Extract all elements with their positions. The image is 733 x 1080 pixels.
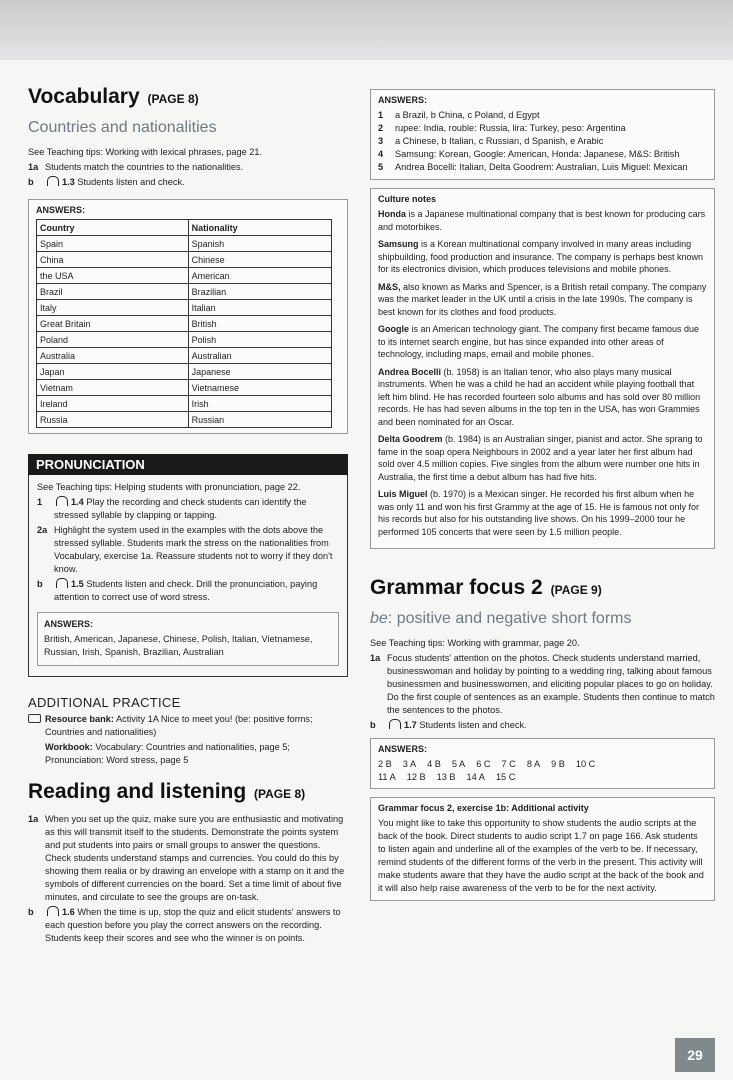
- table-row: [37, 364, 332, 380]
- table-row: [37, 236, 332, 252]
- table-row: [37, 268, 332, 284]
- grammar-answer: 13 B: [436, 771, 456, 782]
- additional-practice: ADDITIONAL PRACTICE Resource bank: Activity 1A Nice to meet you! (be: positive forms; Countries and nationalities) Workbook: Vocabulary: Countries and nationalities, page 5; Pronunciation: Word stress, page 5: [28, 695, 348, 767]
- grammar-item-1a: 1a Focus students' attention on the photos. Check students understand married, businesswoman and holiday by pointing to a wedding ring, talking about famous businessmen and businesswomen, and eliciting popular places to go on holiday. Do the first couple of sentences as an example. Students then continue to match the sentences to the photos.: [370, 653, 715, 715]
- nationality-cell: Spanish: [188, 236, 331, 252]
- page-number: 29: [675, 1038, 715, 1072]
- country-cell: Russia: [37, 412, 189, 428]
- reading-item-1b: b 1.6 When the time is up, stop the quiz and elicit students' answers to each question before you play the correct answers on the recording. Students keep their scores and see who the winner is on points.: [28, 907, 341, 943]
- answers-top-box: ANSWERS: 1 a Brazil, b China, c Poland, d Egypt 2 rupee: India, rouble: Russia, lira: Turkey, peso: Argentina 3 a Chinese, b Italian, c Russian, d Spanish, e Arabic 4 Samsung: Korean, Google: American, Honda: Japanese, M&S: British 5 Andrea Bocelli: Italian, Delta Goodrem: Australian, Luis Miguel: Mexican: [370, 89, 715, 180]
- nationality-cell: American: [188, 268, 331, 284]
- grammar-answer: 9 B: [551, 759, 565, 769]
- culture-notes-box: [370, 188, 715, 549]
- grammar-answer: 5 A: [451, 759, 466, 769]
- table-row: [37, 252, 332, 268]
- table-row: [37, 348, 332, 364]
- reading-item-1a: 1a When you set up the quiz, make sure you are enthusiastic and motivating as this will transmit itself to the students. Demonstrate the points system and put students into pairs or small groups to answer the questions. Check students understand stamps and currencies. You could do this by showing them realia or by drawing an envelope with a stamp on it and the symbols of different currencies on the board. Set a time limit of about five minutes, and circulate to see the groups are on-task.: [28, 814, 345, 902]
- additional-activity-title: Grammar focus 2, exercise 1b: Additional activity: [378, 803, 589, 813]
- vocab-see-tips: See Teaching tips: Working with lexical phrases, page 21.: [28, 147, 263, 157]
- country-cell: Vietnam: [37, 380, 189, 396]
- grammar-answers-row: [378, 771, 707, 784]
- table-header-country: Country: [37, 220, 189, 236]
- grammar-answer: 6 C: [476, 759, 491, 769]
- grammar-answer: 11 A: [378, 771, 396, 782]
- answer-line: 2 rupee: India, rouble: Russia, lira: Turkey, peso: Argentina: [378, 123, 626, 133]
- nationality-cell: Irish: [188, 396, 331, 412]
- additional-practice-title: ADDITIONAL PRACTICE: [28, 695, 181, 710]
- culture-note: Andrea Bocelli (b. 1958) is an Italian tenor, who also plays many musical instruments. When he was a child he had an accident while playing football that left him blind. He has recorded fourteen solo albums and has sold over 80 million records. He has had seven albums in the top ten in the USA, has won Grammies and been nominated for an Oscar.: [378, 366, 701, 427]
- additional-activity-text: You might like to take this opportunity to show students the audio scripts at the back of the book. Direct students to audio script 1.7 on page 166. Ask students to listen again and underline all of the examples of the verb to be. If necessary, remind students of the different forms of the verb in the present. This activity will make students aware that they have the audio script at the back of the book and it will also help raise awareness of the verb to be for the next activity.: [378, 818, 704, 893]
- culture-note: Delta Goodrem (b. 1984) is an Australian singer, pianist and actor. She sprang to fame in the soap opera Neighbours in 2002 and a year later her first album had sold over 4.5 million copies. Five singles from the album were number one hits in Australia, the first time a debut album has had five hits.: [378, 434, 703, 482]
- table-row: [37, 380, 332, 396]
- grammar-answer: 4 B: [427, 759, 441, 769]
- audio-icon: [389, 719, 401, 729]
- culture-note: M&S, also known as Marks and Spencer, is a British retail company. The company was the market leader in the UK until a crisis in the late 1990s. The company is best known for its clothes and food products.: [378, 281, 707, 317]
- culture-notes-title: Culture notes: [378, 194, 437, 204]
- nationality-cell: Russian: [188, 412, 331, 428]
- vocab-item-1a: 1a Students match the countries to the nationalities.: [28, 162, 244, 172]
- grammar-answers-box: ANSWERS: 2 B 3 A 4 B 5 A 6 C 7 C 8 A 9 B 10 C 11 A 12 B 13 B 14 A 15 C: [370, 738, 715, 789]
- culture-note: Samsung is a Korean multinational company involved in many areas including shipbuilding, food production and insurance. The company is perhaps best known for its electronics division, which produces televisions and mobile phones.: [378, 239, 704, 274]
- nationality-cell: Chinese: [188, 252, 331, 268]
- grammar-subtitle: be: positive and negative short forms: [370, 610, 632, 627]
- country-cell: Italy: [37, 300, 189, 316]
- grammar-answer: 15 C: [495, 771, 516, 782]
- grammar-answer: 7 C: [501, 759, 516, 769]
- top-photo-band: [0, 0, 733, 62]
- pron-item-1: 1 1.4 Play the recording and check students can identify the stressed syllable by clapping or tapping.: [37, 497, 307, 520]
- country-cell: Ireland: [37, 396, 189, 412]
- grammar-answer: 10 C: [575, 759, 596, 769]
- answer-line: 3 a Chinese, b Italian, c Russian, d Spanish, e Arabic: [378, 136, 604, 146]
- audio-icon: [56, 496, 68, 506]
- nationality-cell: Japanese: [188, 364, 331, 380]
- reading-section: [28, 779, 348, 945]
- culture-note: Google is an American technology giant. The company first became famous due to its internet search engine, but has since expanded into other areas of technology, including maps, email and mobile phones.: [378, 324, 700, 359]
- grammar-answer: 14 A: [466, 771, 485, 782]
- culture-note: Luis Miguel (b. 1970) is a Mexican singer. He recorded his first album when he was only 11 and won his first Grammy at the age of 15. He is famous not only for his records but also for his outstanding live shows. On his 1999–2000 tour he performed 105 concerts that were seen by 1.5 million people.: [378, 489, 699, 537]
- table-row: [37, 316, 332, 332]
- nationality-cell: British: [188, 316, 331, 332]
- grammar-answer: 12 B: [406, 771, 426, 782]
- country-cell: Great Britain: [37, 316, 189, 332]
- left-column: [28, 84, 348, 947]
- grammar-answers-row: [378, 758, 707, 771]
- table-header-nationality: Nationality: [188, 220, 331, 236]
- additional-activity-box: [370, 797, 715, 901]
- country-cell: Poland: [37, 332, 189, 348]
- country-cell: Brazil: [37, 284, 189, 300]
- vocab-item-1b: b 1.3 Students listen and check.: [28, 177, 185, 187]
- country-cell: Japan: [37, 364, 189, 380]
- nationality-cell: Italian: [188, 300, 331, 316]
- nationality-cell: Polish: [188, 332, 331, 348]
- grammar-see-tips: See Teaching tips: Working with grammar, page 20.: [370, 638, 580, 648]
- table-row: [37, 300, 332, 316]
- audio-icon: [47, 906, 59, 916]
- resource-bank-icon: [28, 714, 41, 723]
- country-cell: Australia: [37, 348, 189, 364]
- vocabulary-subtitle: Countries and nationalities: [28, 119, 217, 136]
- grammar-item-1b: b 1.7 Students listen and check.: [370, 720, 527, 730]
- table-row: [37, 396, 332, 412]
- audio-icon: [56, 578, 68, 588]
- pron-item-2a: 2a Highlight the system used in the examples with the dots above the stressed syllable. Students mark the stress on the nationalities from Vocabulary, exercise 1a. Reassure students not to worry if they don't know.: [37, 525, 333, 574]
- pronunciation-title: PRONUNCIATION: [28, 454, 348, 475]
- answer-line: 5 Andrea Bocelli: Italian, Delta Goodrem: Australian, Luis Miguel: Mexican: [378, 162, 688, 172]
- table-row: [37, 284, 332, 300]
- country-cell: China: [37, 252, 189, 268]
- audio-icon: [47, 176, 59, 186]
- pron-answers: British, American, Japanese, Chinese, Polish, Italian, Vietnamese, Russian, Irish, Spanish, Brazilian, Australian: [44, 634, 313, 657]
- table-row: [37, 412, 332, 428]
- nationality-cell: Vietnamese: [188, 380, 331, 396]
- reading-heading: Reading and listening (PAGE 8): [28, 780, 306, 803]
- grammar-section: [370, 575, 715, 901]
- nationality-cell: Australian: [188, 348, 331, 364]
- answer-line: 4 Samsung: Korean, Google: American, Honda: Japanese, M&S: British: [378, 149, 680, 159]
- pronunciation-box: [28, 454, 348, 677]
- nationality-table: [36, 219, 332, 428]
- grammar-heading: Grammar focus 2 (PAGE 9): [370, 576, 602, 599]
- grammar-answer: 2 B: [378, 759, 392, 769]
- vocab-answers-box: ANSWERS: Country Nationality Spain Spanish China Chinese the USA American Brazil Brazilian Italy Italian Great Britain British Poland Polish Australia Australian Japan Japanese Vietnam Vietnamese Ireland Irish Russia Russian: [28, 199, 348, 434]
- table-row: [37, 332, 332, 348]
- country-cell: the USA: [37, 268, 189, 284]
- nationality-cell: Brazilian: [188, 284, 331, 300]
- pron-item-2b: b 1.5 Students listen and check. Drill the pronunciation, paying attention to correct use of word stress.: [37, 579, 318, 602]
- right-column: [370, 89, 715, 901]
- grammar-answer: 8 A: [526, 759, 541, 769]
- answer-line: 1 a Brazil, b China, c Poland, d Egypt: [378, 110, 540, 120]
- pron-see-tips: See Teaching tips: Helping students with pronunciation, page 22.: [37, 482, 301, 492]
- country-cell: Spain: [37, 236, 189, 252]
- vocabulary-heading: Vocabulary (PAGE 8): [28, 85, 199, 108]
- culture-note: Honda is a Japanese multinational company that is best known for producing cars and motorbikes.: [378, 209, 706, 232]
- pron-answers-box: ANSWERS: British, American, Japanese, Chinese, Polish, Italian, Vietnamese, Russian, Irish, Spanish, Brazilian, Australian: [37, 612, 339, 666]
- grammar-answer: 3 A: [402, 759, 417, 769]
